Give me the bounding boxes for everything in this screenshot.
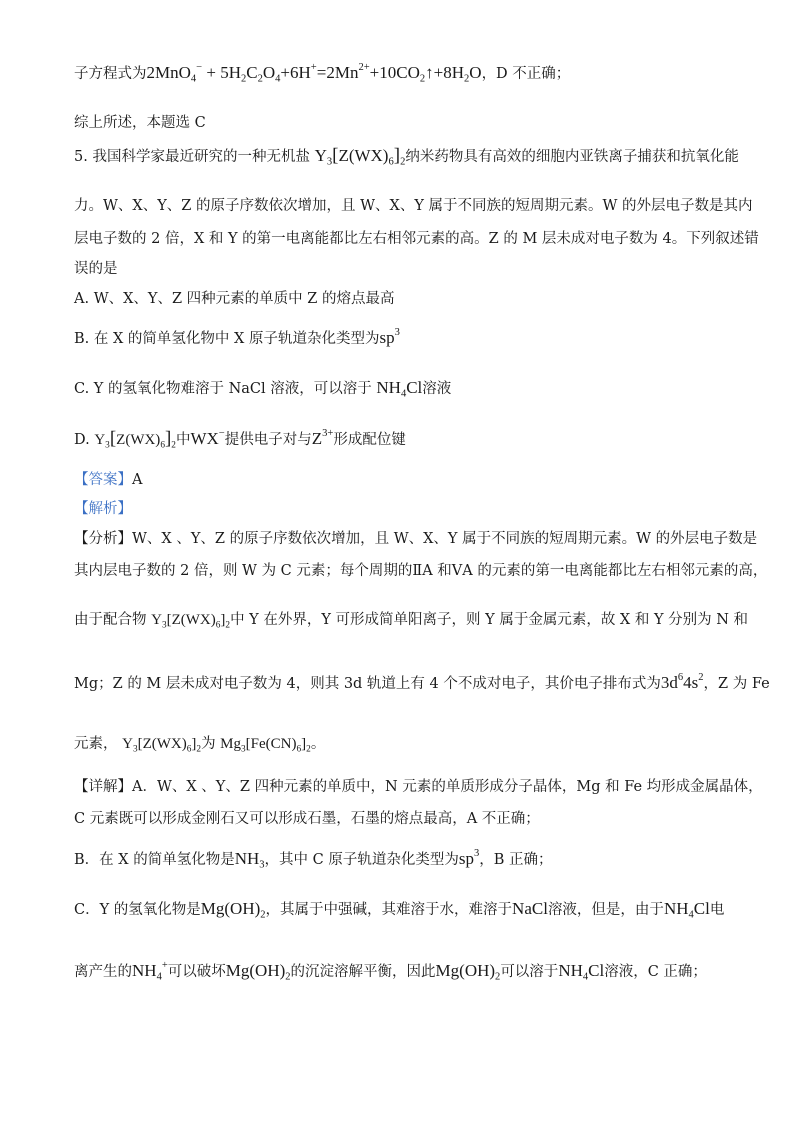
detail-tag: 【详解】 [74, 779, 132, 795]
formula-nacl: NaCl [512, 899, 548, 918]
answer-value: A [132, 472, 143, 488]
detail-text: 电 [709, 902, 725, 918]
analysis-tag: 【解析】 [74, 501, 132, 517]
line-text: 子方程式为 [74, 66, 147, 82]
answer-tag: 【答案】 [74, 472, 132, 488]
analysis-line: 其内层电子数的 2 倍，则 W 为 C 元素；每个周期的ⅡA 和ⅤA 的元素的第一电离能都比左右相邻元素的高， [74, 563, 768, 579]
analysis-text: Mg；Z 的 M 层未成对电子数为 4，则其 3d 轨道上有 4 个不成对电子，其价电子排布式为 [74, 676, 661, 692]
detail-text: A．W、X 、Y、Z 四种元素的单质中，N 元素的单质形成分子晶体，Mg 和 Fe 均形成金属晶体， [132, 779, 763, 795]
analysis-heading [74, 498, 738, 520]
formula-nh4cl: $NH_4Cl$ [558, 961, 605, 983]
option-text: 溶液 [422, 381, 452, 397]
detail-text: 溶液，C 正确； [604, 964, 707, 980]
analysis-text: 。 [310, 736, 326, 752]
question-5-line: 层电子数的 2 倍，X 和 Y 的第一电离能都比左右相邻元素的高。Z 的 M 层未成对电子数为 4。下列叙述错 [74, 231, 759, 247]
formula-mgoh2: $Mg(OH)_2$ [435, 961, 501, 983]
formula-nh4cl: $NH_4Cl$ [663, 899, 710, 921]
analysis-subtag: 【分析】 [74, 531, 132, 547]
formula-prussian: $Mg_3[Fe(CN)_6]_2$ [220, 736, 311, 755]
option-c [74, 377, 738, 400]
analysis-text: 中 Y 在外界，Y 可形成简单阳离子，则 Y 属于金属元素，故 X 和 Y 分别为 N 和 [230, 612, 749, 628]
formula-nh4cl: $NH_4Cl$ [376, 378, 423, 400]
analysis-text: 由于配合物 [74, 612, 147, 628]
detail-text: 可以破坏 [167, 964, 226, 980]
option-text: 提供电子对与 [224, 432, 312, 448]
analysis-line [74, 733, 738, 755]
detail-text: B．在 X 的简单氢化物是 [74, 852, 235, 868]
analysis-line [74, 672, 770, 695]
option-text: D. [74, 432, 90, 448]
analysis-line [74, 609, 749, 631]
question-5-line: 力。W、X、Y、Z 的原子序数依次增加，且 W、X、Y 属于不同族的短周期元素。W 的外层电子数是其内 [74, 198, 753, 214]
option-d [74, 428, 738, 451]
detail-text: ，其属于中强碱，其难溶于水，难溶于 [265, 902, 513, 918]
option-b [74, 327, 738, 350]
stem-text: 纳米药物具有高效的细胞内亚铁离子捕获和抗氧化能 [405, 149, 739, 165]
summary-text: 综上所述，本题选 C [74, 115, 206, 131]
detail-line [74, 960, 738, 983]
detail-line [74, 898, 738, 921]
formula-compound: $Y_3[Z(WX)_6]_2$ [94, 428, 176, 451]
analysis-text: 元素， [74, 736, 118, 752]
formula-z3-ion: $Z^{3+}$ [311, 428, 334, 448]
stem-text: 5. 我国科学家最近研究的一种无机盐 [74, 149, 310, 165]
formula-sp3: $sp^3$ [458, 848, 480, 868]
analysis-text: W、X 、Y、Z 的原子序数依次增加，且 W、X、Y 属于不同族的短周期元素。W 的外层电子数是 [132, 531, 758, 547]
formula-compound: $Y_3[Z(WX)_6]_2$ [151, 612, 231, 631]
line-text: ，D 不正确； [481, 66, 571, 82]
question-5-line: 误的是 [74, 261, 118, 277]
option-a: A. W、X、Y、Z 四种元素的单质中 Z 的熔点最高 [74, 291, 395, 307]
formula-mgoh2: $Mg(OH)_2$ [225, 961, 291, 983]
detail-text: 可以溶于 [500, 964, 559, 980]
analysis-line [74, 528, 758, 550]
formula-wx-ion: WX− [190, 428, 225, 448]
formula-compound: $Y_3[Z(WX)_6]_2$ [122, 736, 202, 755]
detail-line: C 元素既可以形成金刚石又可以形成石墨，石墨的熔点最高，A 不正确； [74, 811, 540, 827]
question-5-stem [74, 145, 738, 168]
detail-text: ，B 正确； [479, 852, 553, 868]
option-text: 中 [175, 432, 191, 448]
analysis-text: 为 [201, 736, 216, 752]
formula-nh3: $NH_3$ [234, 849, 265, 871]
formula-sp3: $sp^3$ [379, 327, 400, 347]
formula-compound: $Y_3[Z(WX)_6]_2$ [314, 145, 406, 168]
detail-line [74, 776, 763, 798]
detail-line [74, 848, 738, 871]
detail-text: ，其中 C 原子轨道杂化类型为 [264, 852, 459, 868]
analysis-text: ，Z 为 Fe [703, 676, 770, 692]
option-text: 形成配位键 [333, 432, 406, 448]
formula-mgoh2: $Mg(OH)_2$ [200, 899, 266, 921]
detail-text: C．Y 的氢氧化物是 [74, 902, 201, 918]
formula-electron-config: $3d^64s^2$ [660, 672, 704, 692]
detail-text: 溶液，但是，由于 [547, 902, 664, 918]
ion-equation: $2MnO_4^- + 5H_2C_2O_4+6H^+=2Mn^{2+}+10CO_2↑+8H_2O$ [146, 62, 482, 85]
option-text: B. 在 X 的简单氢化物中 X 原子轨道杂化类型为 [74, 331, 380, 347]
detail-text: 的沉淀溶解平衡，因此 [290, 964, 436, 980]
answer-line [74, 469, 738, 491]
formula-nh4-ion: $NH_4^+$ [132, 960, 168, 983]
equation-line [74, 62, 738, 85]
option-text: C. Y 的氢氧化物难溶于 NaCl 溶液，可以溶于 [74, 381, 372, 397]
detail-text: 离产生的 [74, 964, 132, 980]
